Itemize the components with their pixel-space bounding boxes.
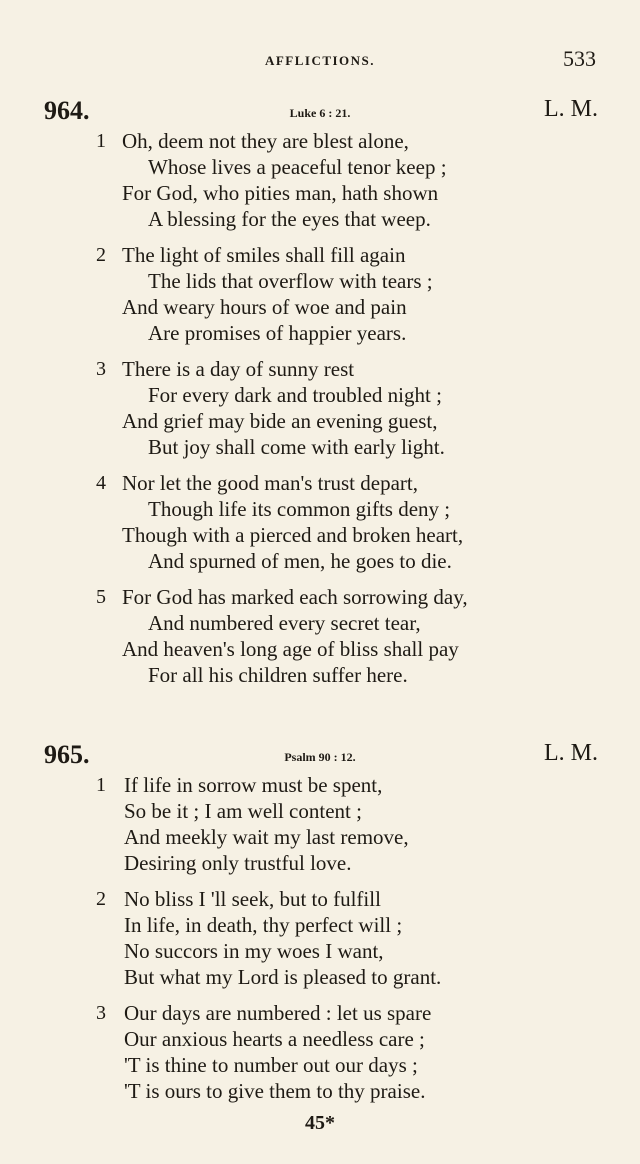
verse-line: 'T is thine to number out our days ; — [124, 1053, 418, 1077]
page-number: 533 — [563, 46, 596, 71]
stanza-number: 2 — [96, 888, 106, 910]
stanza — [0, 470, 640, 574]
verse-line: But joy shall come with early light. — [148, 435, 445, 459]
verse-line: But what my Lord is pleased to grant. — [124, 965, 442, 989]
verse-line: Our days are numbered : let us spare — [124, 1001, 432, 1025]
running-head — [0, 46, 640, 72]
verse-line: Nor let the good man's trust depart, — [122, 471, 418, 495]
verse-line: The lids that overflow with tears ; — [148, 269, 433, 293]
verse-line: And spurned of men, he goes to die. — [148, 549, 452, 573]
verse-line: And numbered every secret tear, — [148, 611, 421, 635]
hymn-meter: L. M. — [544, 740, 598, 766]
hymn-number: 964. — [44, 96, 90, 125]
verse-line: For all his children suffer here. — [148, 663, 408, 687]
stanza — [0, 584, 640, 688]
stanza-number: 3 — [96, 1002, 106, 1024]
stanza — [0, 1000, 640, 1104]
verse-line: The light of smiles shall fill again — [122, 243, 406, 267]
verse-line: Oh, deem not they are blest alone, — [122, 129, 409, 153]
verse-line: 'T is ours to give them to thy praise. — [124, 1079, 426, 1103]
verse-line: And heaven's long age of bliss shall pay — [122, 637, 459, 661]
verse-line: For God, who pities man, hath shown — [122, 181, 439, 205]
stanza-number: 4 — [96, 472, 106, 494]
verse-line: No bliss I 'll seek, but to fulfill — [124, 887, 381, 911]
stanza — [0, 242, 640, 346]
verse-line: So be it ; I am well content ; — [124, 799, 362, 823]
stanza-number: 1 — [96, 130, 106, 152]
stanza-number: 5 — [96, 586, 106, 608]
verse-line: Are promises of happier years. — [148, 321, 407, 345]
verse-line: And weary hours of woe and pain — [122, 295, 407, 319]
stanza — [0, 886, 640, 990]
stanza — [0, 356, 640, 460]
stanza — [0, 128, 640, 232]
verse-line: Whose lives a peaceful tenor keep ; — [148, 155, 447, 179]
scripture-reference: Luke 6 : 21. — [289, 106, 351, 120]
verse-line: And grief may bide an evening guest, — [122, 409, 438, 433]
hymn-meter: L. M. — [544, 96, 598, 122]
running-title: AFFLICTIONS. — [264, 53, 376, 68]
stanza-number: 2 — [96, 244, 106, 266]
stanza-number: 3 — [96, 358, 106, 380]
verse-line: There is a day of sunny rest — [122, 357, 355, 381]
verse-line: In life, in death, thy perfect will ; — [124, 913, 403, 937]
scripture-reference: Psalm 90 : 12. — [284, 750, 356, 764]
signature-mark: 45* — [305, 1112, 335, 1134]
verse-line: Our anxious hearts a needless care ; — [124, 1027, 425, 1051]
verse-line: Though with a pierced and broken heart, — [122, 523, 464, 547]
verse-line: Desiring only trustful love. — [124, 851, 352, 875]
verse-line: A blessing for the eyes that weep. — [148, 207, 431, 231]
verse-line: And meekly wait my last remove, — [124, 825, 409, 849]
hymn-number: 965. — [44, 740, 90, 769]
verse-line: No succors in my woes I want, — [124, 939, 384, 963]
verse-line: For every dark and troubled night ; — [148, 383, 442, 407]
stanza-number: 1 — [96, 774, 106, 796]
verse-line: Though life its common gifts deny ; — [148, 497, 451, 521]
hymn-965 — [0, 740, 640, 1114]
verse-line: If life in sorrow must be spent, — [124, 773, 383, 797]
stanza — [0, 772, 640, 876]
hymn-964 — [0, 96, 640, 698]
verse-line: For God has marked each sorrowing day, — [122, 585, 468, 609]
